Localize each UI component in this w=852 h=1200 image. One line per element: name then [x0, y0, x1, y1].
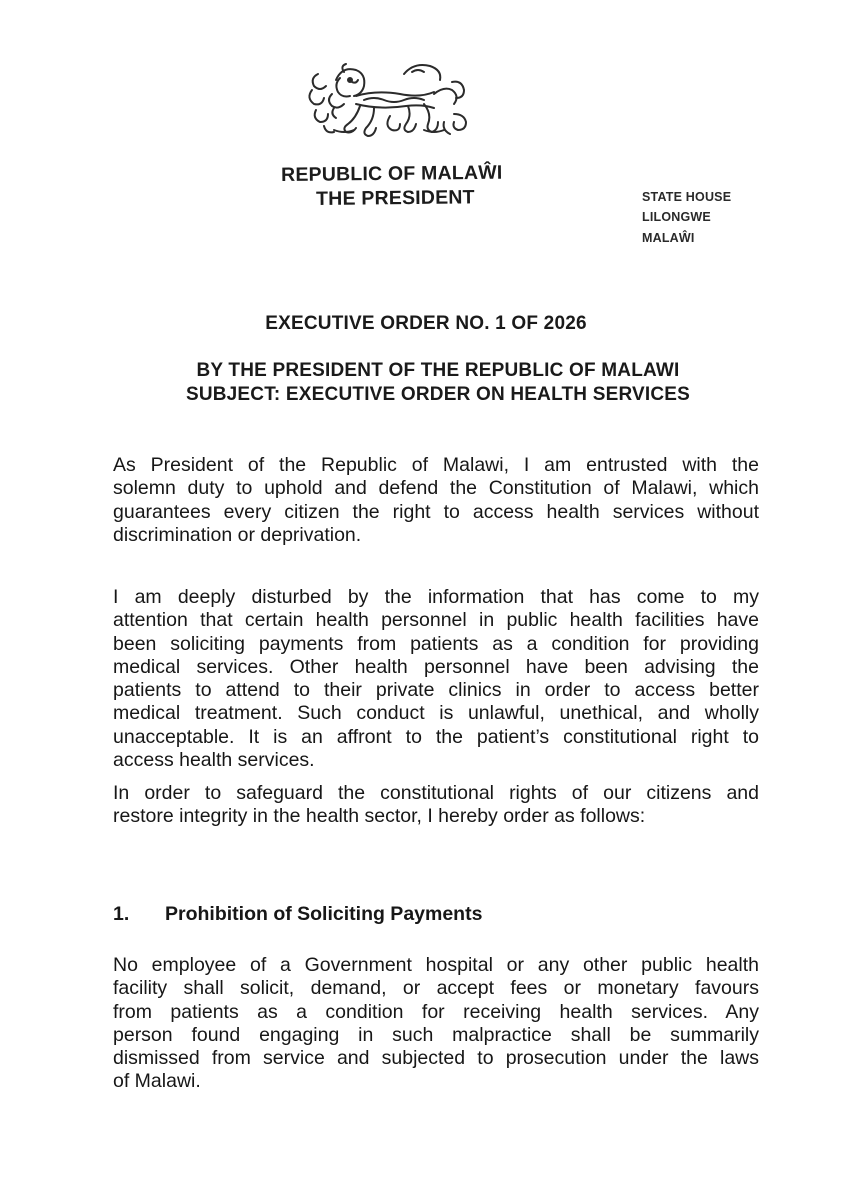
paragraph-line: No employee of a Government hospital or any other public health: [113, 954, 759, 976]
header-country: REPUBLIC OF MALAŴI: [281, 161, 503, 186]
paragraph-line: access health services.: [113, 749, 315, 772]
paragraph-line: from patients as a condition for receiving health services. Any: [113, 1000, 759, 1023]
section-title: Prohibition of Soliciting Payments: [165, 903, 483, 925]
paragraph-line: person found engaging in such malpractice shall be summarily: [113, 1023, 759, 1046]
section-heading-1: [113, 903, 482, 926]
address-line-1: STATE HOUSE: [642, 190, 732, 204]
paragraph-line: guarantees every citizen the right to access health services without: [113, 500, 759, 523]
header-office: THE PRESIDENT: [316, 186, 475, 210]
paragraph-line: attention that certain health personnel in public health facilities have: [113, 609, 759, 632]
paragraph-line: discrimination or deprivation.: [113, 523, 362, 546]
paragraph-line: solemn duty to uphold and defend the Constitution of Malawi, which: [113, 477, 759, 500]
paragraph-concern: [113, 586, 759, 772]
paragraph-line: dismissed from service and subjected to prosecution under the laws: [113, 1047, 759, 1070]
paragraph-line: patients to attend to their private clinics in order to access better: [113, 679, 759, 702]
section-number: 1.: [113, 903, 130, 925]
section-1-body: [113, 954, 759, 1094]
order-subject: SUBJECT: EXECUTIVE ORDER ON HEALTH SERVICES: [185, 384, 691, 405]
paragraph-line: I am deeply disturbed by the information that has come to my: [113, 586, 759, 608]
paragraph-line: As President of the Republic of Malawi, I am entrusted with the: [113, 454, 759, 476]
paragraph-line: medical treatment. Such conduct is unlawful, unethical, and wholly: [113, 702, 759, 725]
paragraph-line: of Malawi.: [113, 1070, 201, 1093]
lion-coat-of-arms-icon: [304, 60, 484, 142]
order-issuer: BY THE PRESIDENT OF THE REPUBLIC OF MALAWI: [196, 360, 680, 381]
paragraph-line: facility shall solicit, demand, or accept fees or monetary favours: [113, 977, 759, 1000]
paragraph-line: been soliciting payments from patients as a condition for providing: [113, 632, 759, 655]
paragraph-line: In order to safeguard the constitutional rights of our citizens and: [113, 782, 759, 804]
paragraph-line: medical services. Other health personnel have been advising the: [113, 655, 759, 678]
address-line-2: LILONGWE: [642, 210, 711, 224]
paragraph-line: restore integrity in the health sector, I hereby order as follows:: [113, 805, 646, 828]
address-line-3: MALAŴI: [642, 231, 695, 245]
paragraph-line: unacceptable. It is an affront to the patient’s constitutional right to: [113, 725, 759, 748]
paragraph-constitutional-duty: [113, 454, 759, 547]
paragraph-order-intro: [113, 782, 759, 829]
order-title: EXECUTIVE ORDER NO. 1 OF 2026: [265, 313, 587, 334]
